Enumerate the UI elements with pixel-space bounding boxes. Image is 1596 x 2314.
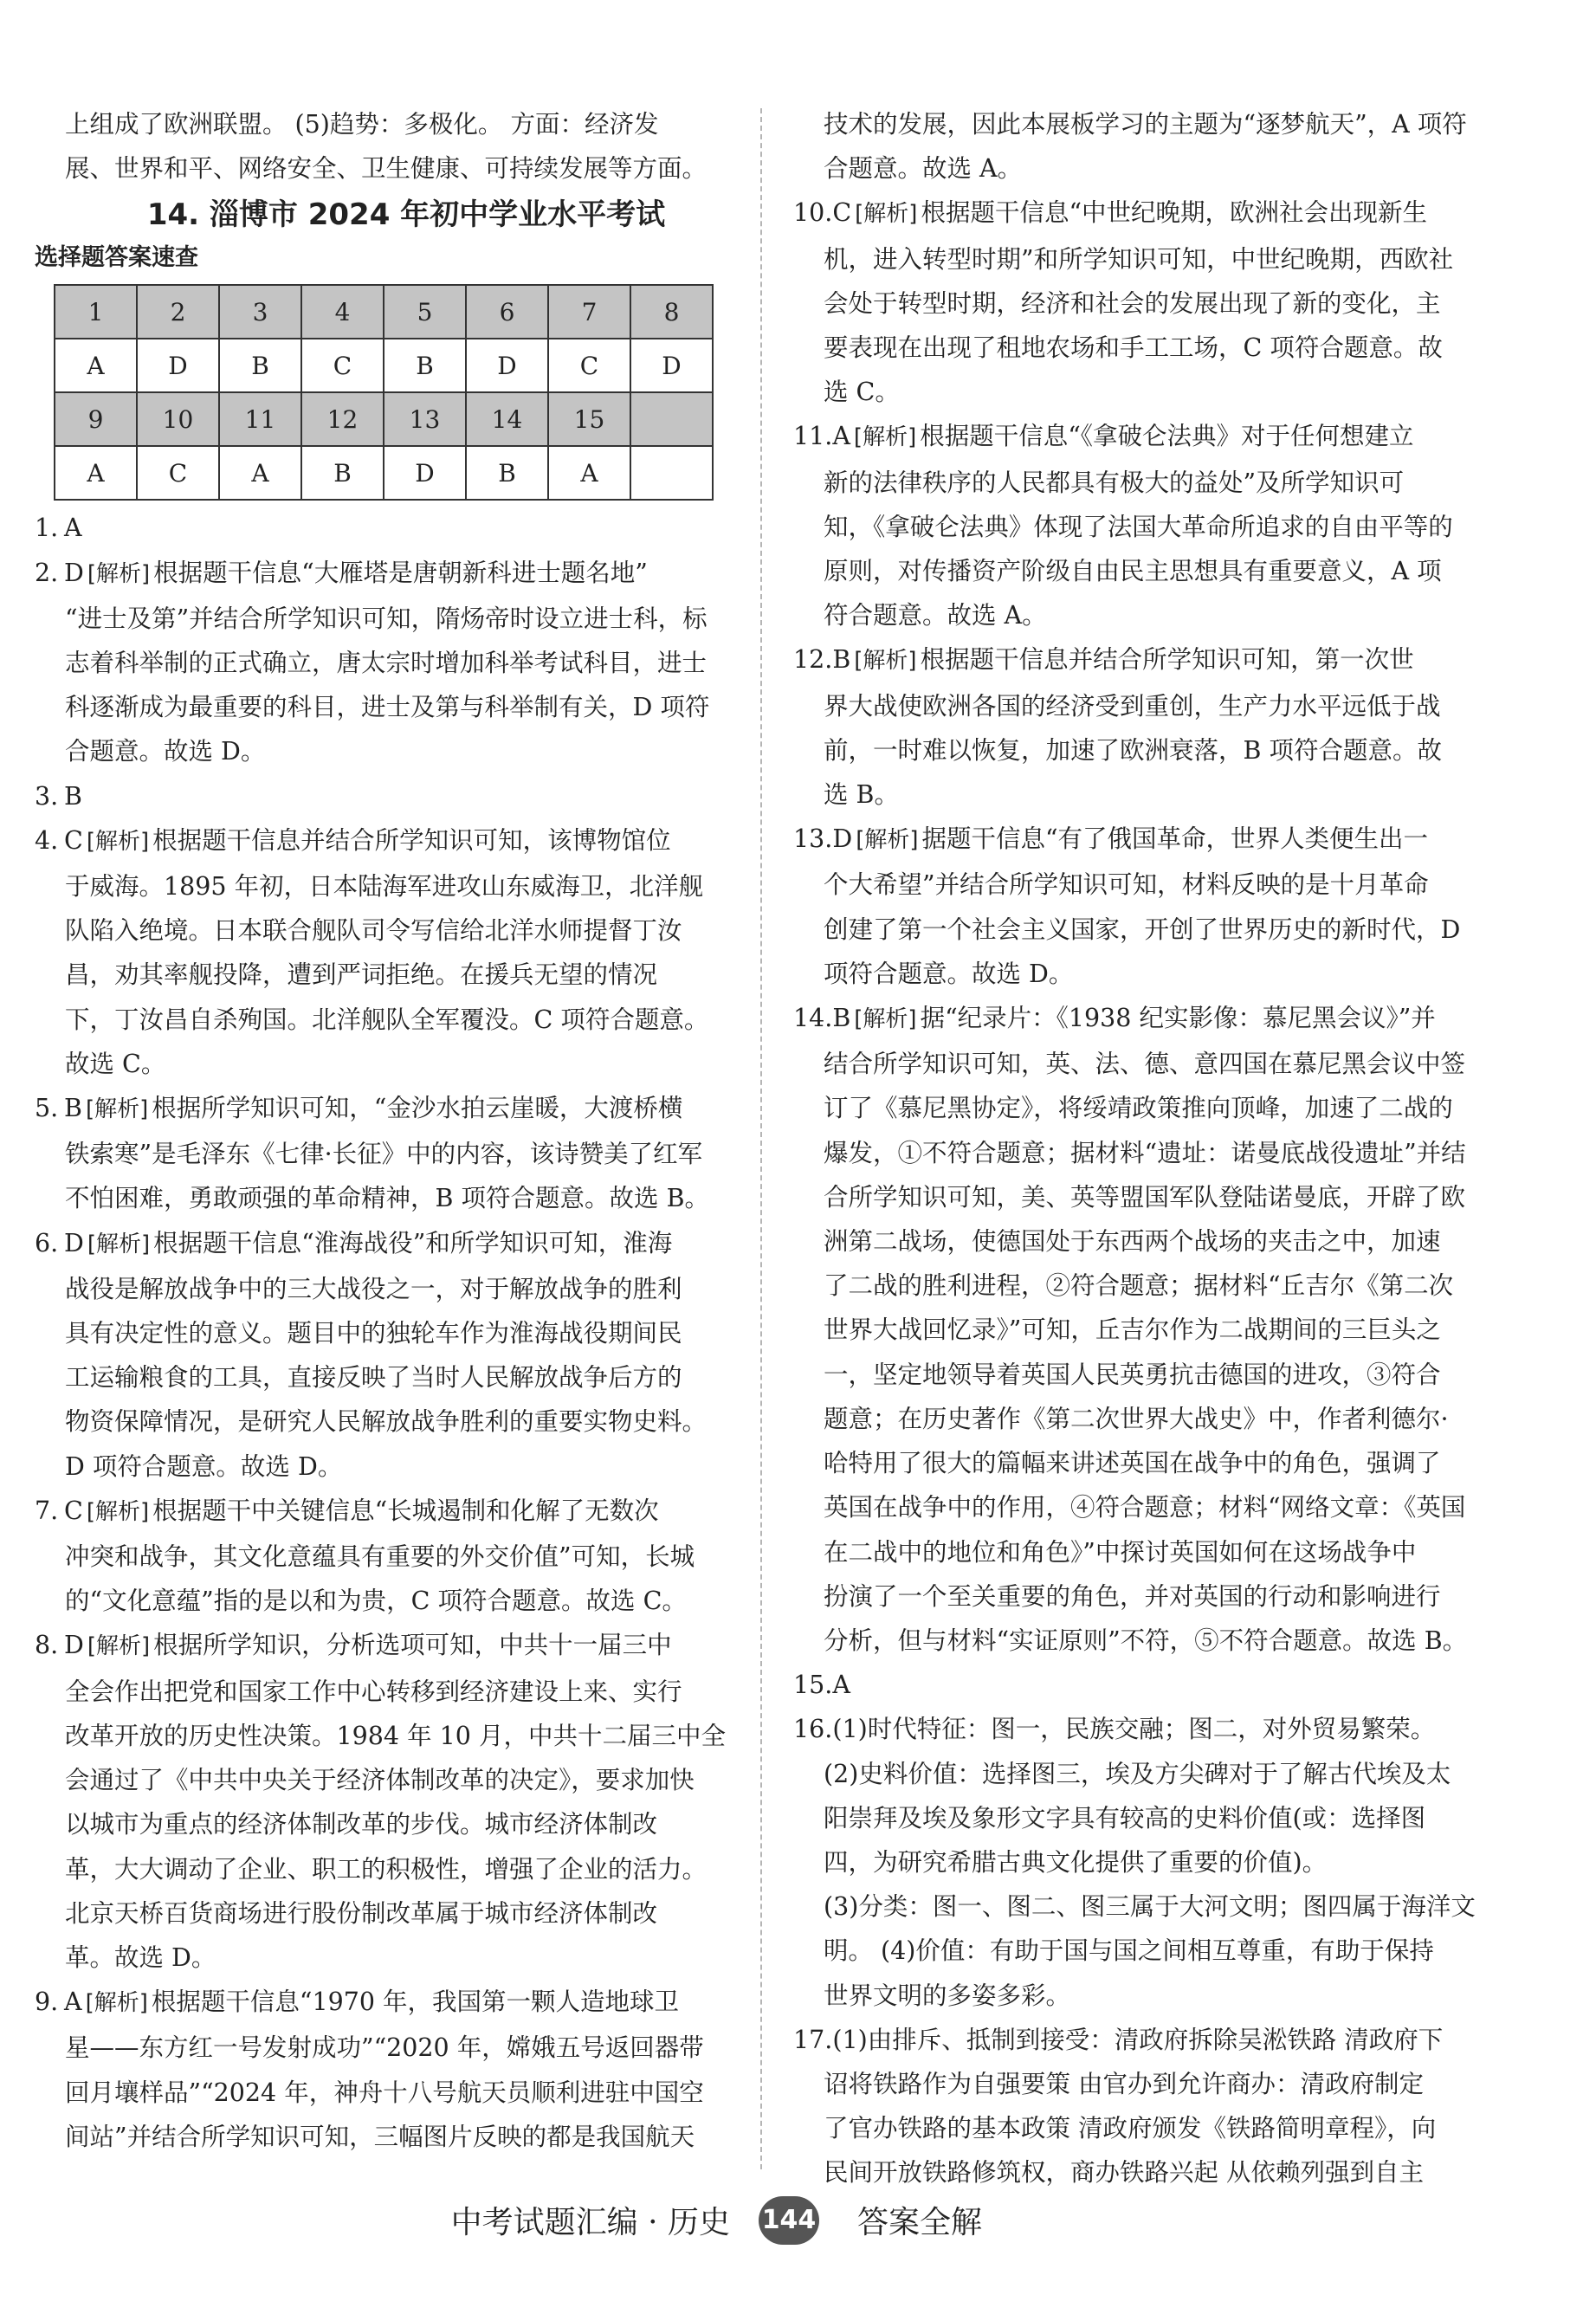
question-number: 16. (793, 1715, 833, 1744)
answer-text: (1)时代特征：图一，民族交融；图二，对外贸易繁荣。 (832, 1715, 1436, 1744)
answer-line: 一，坚定地领导着英国人民英勇抗击德国的进攻，③符合 (824, 1360, 1441, 1389)
answer-text: 根据题干信息“淮海战役”和所学知识可知，淮海 (153, 1228, 673, 1257)
table-cell (630, 392, 713, 446)
exam-title: 14. 淄博市 2024 年初中学业水平考试 (146, 197, 666, 233)
answer-line: 星——东方红一号发射成功”“2020 年，嫦娥五号返回器带 (65, 2033, 704, 2063)
table-cell: 8 (630, 285, 713, 339)
table-cell: A (219, 446, 301, 500)
table-cell: D (137, 339, 219, 392)
answer-text: A (64, 514, 82, 543)
answer-line: 世界大战回忆录》”可知，丘吉尔作为二战期间的三巨头之 (824, 1315, 1441, 1345)
answer-line: 合所学知识可知，美、英等盟国军队登陆诺曼底，开辟了欧 (824, 1182, 1466, 1212)
answer-text: 根据题干信息并结合所学知识可知，第一次世 (920, 645, 1414, 675)
answer-line: 创建了第一个社会主义国家，开创了世界历史的新时代，D (824, 915, 1461, 944)
question-number: 13. (793, 824, 833, 854)
answer-line (793, 1663, 1510, 1707)
answer-line: 的“文化意蕴”指的是以和为贵，C 项符合题意。故选 C。 (65, 1587, 687, 1616)
answer-line: 世界文明的多姿多彩。 (824, 1981, 1071, 2010)
table-cell: 11 (219, 392, 301, 446)
question-number: 1. (35, 514, 59, 543)
table-cell: 5 (384, 285, 466, 339)
table-cell: D (630, 339, 713, 392)
answer-line: 选 C。 (824, 378, 900, 407)
column-divider (760, 108, 762, 2169)
table-cell: C (548, 339, 630, 392)
answer-line: 工运输粮食的工具，直接反映了当时人民解放战争后方的 (65, 1363, 682, 1393)
answer-line: 物资保障情况，是研究人民解放战争胜利的重要实物史料。 (65, 1407, 708, 1437)
table-cell: 1 (55, 285, 137, 339)
answer-line: 符合题意。故选 A。 (824, 601, 1047, 630)
question-number: 3. (35, 781, 59, 811)
answer-text: B (832, 645, 851, 675)
table-cell: B (466, 446, 548, 500)
table-cell: A (55, 446, 137, 500)
analysis-tag: [解析] (85, 1096, 149, 1123)
answer-text: 根据所学知识可知，“金沙水拍云崖暖，大渡桥横 (152, 1094, 683, 1123)
table-cell: C (137, 446, 219, 500)
answer-line: 革。故选 D。 (65, 1942, 216, 1972)
answer-line (35, 818, 752, 864)
answer-line (35, 551, 752, 597)
answer-line: 战役是解放战争中的三大战役之一，对于解放战争的胜利 (65, 1274, 682, 1303)
answer-line: 在二战中的地位和角色》”中探讨英国如何在这场战争中 (824, 1537, 1417, 1567)
table-cell: D (384, 446, 466, 500)
answer-line: 志着科举制的正式确立，唐太宗时增加科举考试科目，进士 (65, 649, 708, 678)
question-number: 17. (793, 2025, 833, 2054)
analysis-tag: [解析] (856, 827, 919, 854)
table-cell: 2 (137, 285, 219, 339)
answer-line: 不怕困难，勇敢顽强的革命精神，B 项符合题意。故选 B。 (65, 1184, 710, 1213)
answer-text: B (64, 1094, 82, 1123)
answer-line: 具有决定性的意义。题目中的独轮车作为淮海战役期间民 (65, 1319, 682, 1348)
answer-text: D (64, 1631, 84, 1660)
table-cell: B (301, 446, 384, 500)
answer-line: 革，大大调动了企业、职工的积极性，增强了企业的活力。 (65, 1854, 708, 1884)
answer-line: (2)史料价值：选择图三，埃及方尖碑对于了解古代埃及太 (824, 1759, 1451, 1788)
answer-line: 要表现在出现了租地农场和手工工场，C 项符合题意。故 (824, 333, 1443, 363)
question-number: 7. (35, 1496, 59, 1525)
table-cell: 15 (548, 392, 630, 446)
right-answer-items (793, 191, 1510, 2194)
answer-text: A (64, 1988, 82, 2017)
table-cell: B (219, 339, 301, 392)
answer-text: C (832, 198, 852, 228)
answer-line (35, 1489, 752, 1535)
answer-line: 英国在战争中的作用，④符合题意；材料“网络文章：《英国 (824, 1493, 1466, 1522)
question-number: 11. (793, 422, 833, 451)
answer-line: 哈特用了很大的篇幅来讲述英国在战争中的角色，强调了 (824, 1449, 1441, 1478)
table-row (55, 446, 713, 500)
analysis-tag: [解析] (87, 560, 151, 587)
answer-line: 了二战的胜利进程，②符合题意；据材料“丘吉尔《第二次 (824, 1271, 1454, 1301)
table-cell: B (384, 339, 466, 392)
answer-line (35, 1623, 752, 1669)
table-row (55, 285, 713, 339)
answer-line (793, 191, 1510, 236)
answer-line: 分析，但与材料“实证原则”不符，⑤不符合题意。故选 B。 (824, 1626, 1468, 1655)
answer-text: A (832, 1671, 850, 1700)
answer-line (35, 1086, 752, 1132)
answer-line: 诏将铁路作为自强要策 由官办到允许商办：清政府制定 (824, 2069, 1425, 2098)
table-cell: A (548, 446, 630, 500)
left-column (35, 102, 752, 2159)
answer-line: 题意；在历史著作《第二次世界大战史》中，作者利德尔· (824, 1404, 1449, 1433)
answer-text: 根据题干中关键信息“长城遏制和化解了无数次 (152, 1496, 659, 1525)
answer-line: 昌，劝其率舰投降，遭到严词拒绝。在援兵无望的情况 (65, 960, 658, 990)
question-number: 5. (35, 1094, 59, 1123)
analysis-tag: [解析] (85, 1990, 148, 2017)
analysis-tag: [解析] (853, 424, 917, 451)
answer-line: 于威海。1895 年初，日本陆海军进攻山东威海卫，北洋舰 (65, 872, 704, 902)
question-number: 6. (35, 1228, 59, 1257)
answer-text: 根据题干信息“1970 年，我国第一颗人造地球卫 (151, 1988, 680, 2017)
question-number: 2. (35, 558, 59, 587)
answer-line (35, 506, 752, 550)
table-cell: 12 (301, 392, 384, 446)
answer-line (793, 996, 1510, 1042)
table-row (55, 392, 713, 446)
analysis-tag: [解析] (86, 1498, 150, 1525)
answer-line: 会通过了《中共中央关于经济体制改革的决定》，要求加快 (65, 1766, 695, 1795)
analysis-tag: [解析] (87, 1633, 151, 1660)
question-number: 9. (35, 1988, 59, 2017)
table-cell: 10 (137, 392, 219, 446)
answer-text: B (832, 1004, 851, 1033)
answer-line: (3)分类：图一、图二、图三属于大河文明；图四属于海洋文 (824, 1892, 1476, 1922)
answer-text: A (832, 422, 850, 451)
question-number: 14. (793, 1004, 833, 1033)
answer-line: 洲第二战场，使德国处于东西两个战场的夹击之中，加速 (824, 1227, 1441, 1257)
answer-text: 据“纪录片：《1938 纪实影像：慕尼黑会议》”并 (920, 1004, 1436, 1033)
table-cell: 9 (55, 392, 137, 446)
text-line: 上组成了欧洲联盟。 (5)趋势：多极化。 方面：经济发 (65, 110, 659, 139)
answer-text: C (64, 1496, 83, 1525)
question-number: 12. (793, 645, 833, 675)
answer-line: 结合所学知识可知，英、法、德、意四国在慕尼黑会议中签 (824, 1050, 1466, 1079)
question-number: 10. (793, 198, 833, 228)
answer-line: 知，《拿破仑法典》体现了法国大革命所追求的自由平等的 (824, 512, 1453, 541)
analysis-tag: [解析] (854, 1006, 917, 1033)
answer-line (793, 637, 1510, 683)
answer-line: “进士及第”并结合所学知识可知，隋炀帝时设立进士科，标 (65, 604, 708, 633)
answer-line: 间站”并结合所学知识可知，三幅图片反映的都是我国航天 (65, 2122, 695, 2151)
answer-text: B (64, 781, 82, 811)
answer-line: 选 B。 (824, 780, 900, 810)
analysis-tag: [解析] (855, 201, 918, 228)
question-number: 8. (35, 1631, 59, 1660)
answer-line: 新的法律秩序的人民都具有极大的益处”及所学知识可 (824, 468, 1405, 497)
answer-text: 根据题干信息“中世纪晚期，欧洲社会出现新生 (921, 198, 1428, 228)
answer-line: 民间开放铁路修筑权，商办铁路兴起 从依赖列强到自主 (824, 2158, 1425, 2188)
answer-line (793, 817, 1510, 863)
answer-line (35, 774, 752, 818)
answer-line: 项符合题意。故选 D。 (824, 959, 1074, 988)
table-cell: C (301, 339, 384, 392)
answer-text: D (832, 824, 853, 854)
answer-line: 故选 C。 (65, 1049, 166, 1078)
answer-line: 科逐渐成为最重要的科目，进士及第与科举制有关，D 项符 (65, 693, 710, 722)
answer-line: 原则，对传播资产阶级自由民主思想具有重要意义，A 项 (824, 557, 1442, 586)
answer-line: D 项符合题意。故选 D。 (65, 1451, 343, 1481)
table-cell: 4 (301, 285, 384, 339)
page-footer (0, 2191, 1596, 2252)
answer-text: (1)由排斥、抵制到接受：清政府拆除吴淞铁路 清政府下 (832, 2025, 1444, 2054)
answer-line (35, 1980, 752, 2026)
answer-text: C (64, 825, 83, 855)
answer-line: 队陷入绝境。日本联合舰队司令写信给北洋水师提督丁汝 (65, 916, 682, 946)
table-cell: 7 (548, 285, 630, 339)
table-cell: A (55, 339, 137, 392)
page-number: 144 (759, 2196, 819, 2245)
answer-text: 根据题干信息“大雁塔是唐朝新科进士题名地” (153, 558, 648, 587)
answer-line: 北京天桥百货商场进行股份制改革属于城市经济体制改 (65, 1898, 658, 1928)
answer-line: 阳崇拜及埃及象形文字具有较高的史料价值(或：选择图 (824, 1803, 1426, 1832)
answer-line (793, 1707, 1510, 1751)
answer-table (54, 284, 714, 501)
answer-line: 冲突和战争，其文化意蕴具有重要的外交价值”可知，长城 (65, 1542, 695, 1572)
answer-line: 了官办铁路的基本政策 清政府颁发《铁路简明章程》，向 (824, 2114, 1437, 2143)
table-cell: 13 (384, 392, 466, 446)
quick-answer-title: 选择题答案速查 (35, 244, 198, 272)
answer-line: 订了《慕尼黑协定》，将绥靖政策推向顶峰，加速了二战的 (824, 1094, 1453, 1123)
answer-line: 个大希望”并结合所学知识可知，材料反映的是十月革命 (824, 870, 1429, 900)
analysis-tag: [解析] (87, 1231, 151, 1257)
analysis-tag: [解析] (854, 648, 917, 675)
answer-line (793, 2018, 1510, 2062)
answer-text: 根据所学知识，分析选项可知，中共十一届三中 (153, 1631, 672, 1660)
answer-line: 扮演了一个至关重要的角色，并对英国的行动和影响进行 (824, 1581, 1441, 1611)
answer-line (793, 414, 1510, 460)
text-line: 展、世界和平、网络安全、卫生健康、可持续发展等方面。 (65, 154, 708, 184)
answer-line: 合题意。故选 D。 (65, 737, 266, 766)
answer-text: D (64, 1228, 84, 1257)
answer-line: 会处于转型时期，经济和社会的发展出现了新的变化，主 (824, 288, 1441, 318)
table-cell: 14 (466, 392, 548, 446)
answer-text: 据题干信息“有了俄国革命，世界人类便生出一 (921, 824, 1429, 854)
answer-line: 四，为研究希腊古典文化提供了重要的价值)。 (824, 1847, 1328, 1877)
question-number: 15. (793, 1671, 833, 1700)
text-line: 合题意。故选 A。 (824, 154, 1023, 184)
answer-line: 爆发，①不符合题意；据材料“遗址：诺曼底战役遗址”并结 (824, 1138, 1466, 1167)
table-row (55, 339, 713, 392)
answer-line (35, 1221, 752, 1267)
answer-line: 改革开放的历史性决策。1984 年 10 月，中共十二届三中全 (65, 1721, 726, 1750)
analysis-tag: [解析] (86, 828, 150, 855)
answer-line: 回月壤样品”“2024 年，神舟十八号航天员顺利进驻中国空 (65, 2078, 704, 2107)
text-line: 技术的发展，因此本展板学习的主题为“逐梦航天”，A 项符 (824, 110, 1467, 139)
answer-text: 根据题干信息“《拿破仑法典》对于任何想建立 (920, 422, 1414, 451)
footer-book-title: 中考试题汇编 · 历史 (450, 2205, 730, 2240)
answer-line: 界大战使欧洲各国的经济受到重创，生产力水平远低于战 (824, 691, 1441, 721)
answer-line: 以城市为重点的经济体制改革的步伐。城市经济体制改 (65, 1810, 658, 1839)
answer-line: 明。 (4)价值：有助于国与国之间相互尊重，有助于保持 (824, 1936, 1434, 1966)
footer-suffix: 答案全解 (857, 2205, 983, 2240)
right-column (793, 102, 1510, 2195)
question-number: 4. (35, 825, 59, 855)
answer-line: 前，一时难以恢复，加速了欧洲衰落，B 项符合题意。故 (824, 735, 1443, 765)
answer-line: 铁索寒”是毛泽东《七律·长征》中的内容，该诗赞美了红军 (65, 1140, 703, 1169)
table-cell: 3 (219, 285, 301, 339)
answer-line: 下，丁汝昌自杀殉国。北洋舰队全军覆没。C 项符合题意。 (65, 1005, 709, 1034)
left-answer-items (35, 506, 752, 2159)
answer-line: 机，进入转型时期”和所学知识可知，中世纪晚期，西欧社 (824, 244, 1454, 274)
table-cell: 6 (466, 285, 548, 339)
answer-line: 全会作出把党和国家工作中心转移到经济建设上来、实行 (65, 1677, 682, 1706)
answer-text: D (64, 558, 84, 587)
answer-text: 根据题干信息并结合所学知识可知，该博物馆位 (152, 825, 671, 855)
table-cell: D (466, 339, 548, 392)
table-cell (630, 446, 713, 500)
